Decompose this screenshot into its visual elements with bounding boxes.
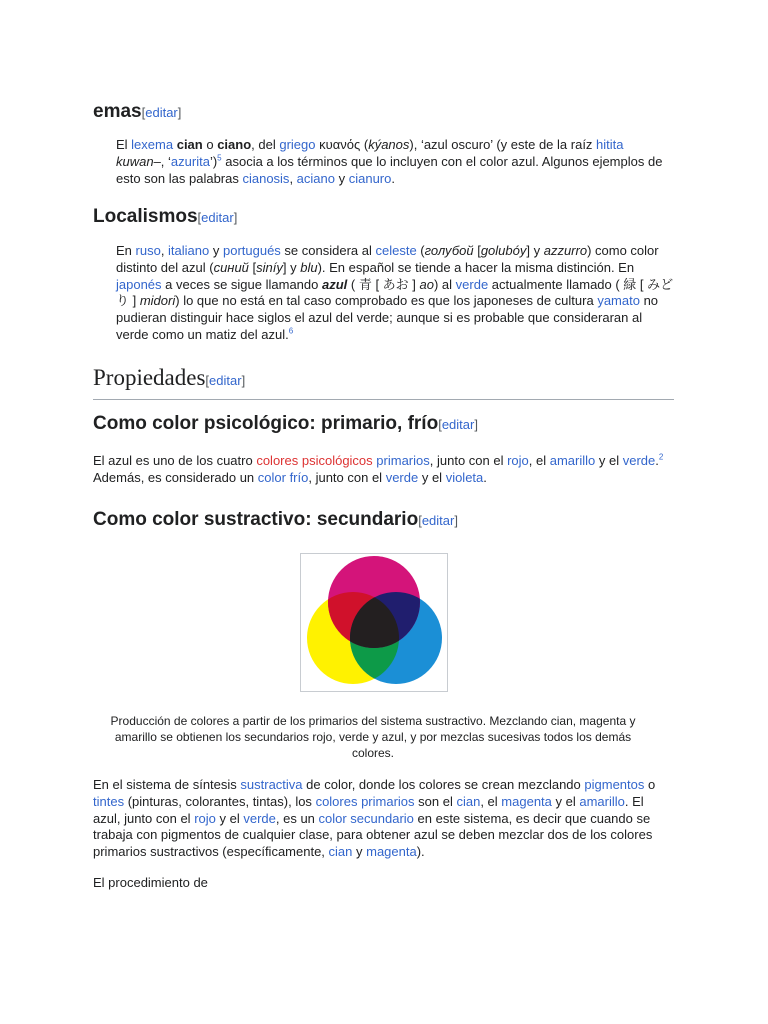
link-rojo[interactable]: rojo — [507, 453, 529, 468]
text: ] y — [282, 259, 301, 275]
link-verde-3[interactable]: verde — [243, 810, 276, 826]
italic-ao: ao — [419, 276, 434, 292]
bold-italic-azul: azul — [321, 276, 348, 292]
text: , junto con el — [308, 469, 386, 485]
link-cianuro[interactable]: cianuro — [348, 170, 392, 186]
heading-psicologico — [93, 412, 478, 437]
paragraph-localismos — [93, 243, 678, 344]
edit-link-temas[interactable]: editar — [145, 105, 178, 120]
italic-blu: blu — [300, 259, 318, 275]
heading-sustractivo — [93, 508, 458, 533]
text: κυανός ( — [315, 137, 369, 152]
heading-propiedades — [93, 364, 674, 395]
edit-section-propiedades: [editar] — [205, 373, 246, 388]
text: ) como color distinto del azul ( — [116, 243, 659, 275]
text: ] y — [526, 243, 544, 258]
edit-section-sustractivo: [editar] — [418, 513, 458, 528]
paragraph-sustractivo — [93, 777, 673, 861]
link-ruso[interactable]: ruso — [135, 243, 161, 258]
text: , — [289, 170, 297, 186]
heading-temas-text: emas — [93, 101, 142, 122]
text: En — [116, 243, 136, 258]
text: o — [644, 777, 656, 792]
text: . El azul, junto con el — [93, 793, 644, 826]
link-pigmentos[interactable]: pigmentos — [584, 777, 645, 792]
edit-link-sustractivo[interactable]: editar — [421, 513, 455, 528]
text: El azul es uno de los cuatro — [93, 453, 257, 468]
text: son el — [414, 793, 457, 809]
link-amarillo-2[interactable]: amarillo — [579, 793, 625, 809]
text: [ — [248, 259, 257, 275]
text: ). En español se tiende a hacer la misma distinción. En — [317, 259, 635, 275]
heading-propiedades-wrapper — [93, 364, 674, 400]
heading-psicologico-text: Como color psicológico: primario, frío — [93, 413, 439, 434]
italic-midori: midori — [139, 293, 176, 309]
link-griego[interactable]: griego — [279, 137, 316, 152]
cmy-figure[interactable] — [300, 553, 448, 692]
link-azurita[interactable]: azurita — [170, 153, 210, 169]
link-portugues[interactable]: portugués — [222, 243, 281, 258]
bold-ciano: ciano — [217, 137, 252, 152]
link-magenta[interactable]: magenta — [501, 793, 552, 809]
link-color-secundario[interactable]: color secundario — [318, 810, 414, 826]
figure-caption: Producción de colores a partir de los primarios del sistema sustractivo. Mezclando cian, magenta y amarillo se obtienen los secundarios rojo, verde y azul, y por mezclas sucesivas todos los demás colores. — [110, 714, 636, 760]
link-rojo-2[interactable]: rojo — [194, 810, 216, 826]
italic-goluboy: golubóy — [480, 243, 527, 258]
paragraph-temas — [93, 137, 678, 187]
ref-5[interactable]: 5 — [217, 153, 222, 163]
text: y el — [418, 469, 446, 485]
edit-section-psicologico: [editar] — [438, 417, 478, 432]
text: , — [160, 243, 169, 258]
link-cian-2[interactable]: cian — [328, 844, 353, 860]
text: ). — [416, 844, 425, 860]
text: y el — [215, 810, 244, 826]
ref-2[interactable]: 2 — [658, 452, 664, 462]
heading-localismos — [93, 205, 237, 230]
text: ) lo que no está en tal caso comprobado es que los japoneses de cultura — [175, 293, 598, 309]
text: asocia a los términos que lo incluyen con el color azul. Algunos ejemplos de esto son las palabras — [116, 153, 663, 186]
edit-section-localismos: [editar] — [197, 210, 238, 225]
text: , el — [528, 453, 550, 468]
edit-link-localismos[interactable]: editar — [201, 210, 234, 225]
link-verde-2[interactable]: verde — [385, 469, 419, 485]
link-tintes[interactable]: tintes — [93, 793, 125, 809]
link-colores-primarios[interactable]: colores primarios — [315, 793, 415, 809]
text: se considera al — [280, 243, 376, 258]
edit-section-temas: [editar] — [141, 105, 182, 120]
link-japones[interactable]: japonés — [116, 276, 162, 292]
link-amarillo[interactable]: amarillo — [549, 453, 596, 468]
edit-link-psicologico[interactable]: editar — [441, 417, 475, 432]
link-colores-psicologicos[interactable]: colores psicológicos — [256, 453, 373, 468]
text: a veces se sigue llamando — [161, 276, 322, 292]
text: , es un — [275, 810, 319, 826]
link-yamato[interactable]: yamato — [597, 293, 640, 309]
link-italiano[interactable]: italiano — [168, 243, 210, 258]
text: en este sistema, es decir que cuando se trabaja con pigmentos de cualquier clase, para obtener azul se deben mezclar dos de los colores primarios sustractivos (específicamente, — [93, 810, 653, 860]
text: no pudieran distinguir hace siglos el azul del verde; aunque si es probable que consideraran al verde como un matiz del azul. — [116, 293, 659, 342]
heading-localismos-text: Localismos — [93, 206, 198, 227]
link-verde[interactable]: verde — [622, 453, 656, 468]
link-color-frio[interactable]: color frío — [257, 469, 309, 485]
text: ( — [416, 243, 425, 258]
italic-azzurro: azzurro — [543, 243, 588, 258]
link-lexema[interactable]: lexema — [131, 137, 174, 152]
text: y — [209, 243, 223, 258]
text: El — [116, 137, 132, 152]
heading-sustractivo-text: Como color sustractivo: secundario — [93, 509, 419, 530]
italic-siniy-cyrillic: синий — [213, 259, 249, 275]
text: , el — [480, 793, 502, 809]
paragraph-psicologico — [93, 453, 668, 487]
heading-temas — [93, 100, 181, 125]
edit-link-propiedades[interactable]: editar — [209, 373, 242, 388]
link-cianosis[interactable]: cianosis — [242, 170, 290, 186]
text: de color, donde los colores se crean mezclando — [302, 777, 585, 792]
link-sustractiva[interactable]: sustractiva — [240, 777, 303, 792]
link-hitita[interactable]: hitita — [596, 137, 624, 152]
text: ( 青 [ あお ] — [347, 276, 420, 292]
bold-cian: cian — [176, 137, 203, 152]
text: –, ‘ — [153, 153, 171, 169]
link-primarios[interactable]: primarios — [376, 453, 430, 468]
link-cian[interactable]: cian — [456, 793, 481, 809]
ref-6[interactable]: 6 — [288, 326, 294, 336]
link-celeste[interactable]: celeste — [375, 243, 417, 258]
text: [ — [473, 243, 481, 258]
text: En el sistema de síntesis — [93, 777, 241, 792]
italic-kuwan: kuwan — [116, 153, 154, 169]
link-aciano[interactable]: aciano — [296, 170, 335, 186]
text: actualmente llamado ( 緑 [ みどり ] — [116, 276, 674, 309]
link-magenta-2[interactable]: magenta — [366, 844, 417, 860]
text: . — [391, 170, 395, 186]
text: ), ‘azul oscuro’ (y este de la raíz — [409, 137, 597, 152]
text: . — [483, 469, 487, 485]
heading-propiedades-text: Propiedades — [93, 365, 206, 390]
cmy-venn-diagram — [301, 554, 447, 691]
italic-siniy: siníy — [256, 259, 283, 275]
text: y — [352, 844, 367, 860]
text: o — [202, 137, 218, 152]
paragraph-procedimiento: El procedimiento de — [93, 875, 208, 890]
text: y el — [551, 793, 580, 809]
text: , junto con el — [429, 453, 508, 468]
text: y el — [595, 453, 623, 468]
text: y — [334, 170, 349, 186]
text: Además, es considerado un — [93, 469, 258, 485]
text: (pinturas, colorantes, tintas), los — [124, 793, 316, 809]
link-verde[interactable]: verde — [455, 276, 489, 292]
link-violeta[interactable]: violeta — [445, 469, 484, 485]
italic-kyanos: kýanos — [368, 137, 410, 152]
text: . — [655, 453, 659, 468]
text: ’) — [209, 153, 218, 169]
italic-goluboy-cyrillic: голубой — [424, 243, 474, 258]
text: ) al — [433, 276, 456, 292]
text: , del — [251, 137, 280, 152]
